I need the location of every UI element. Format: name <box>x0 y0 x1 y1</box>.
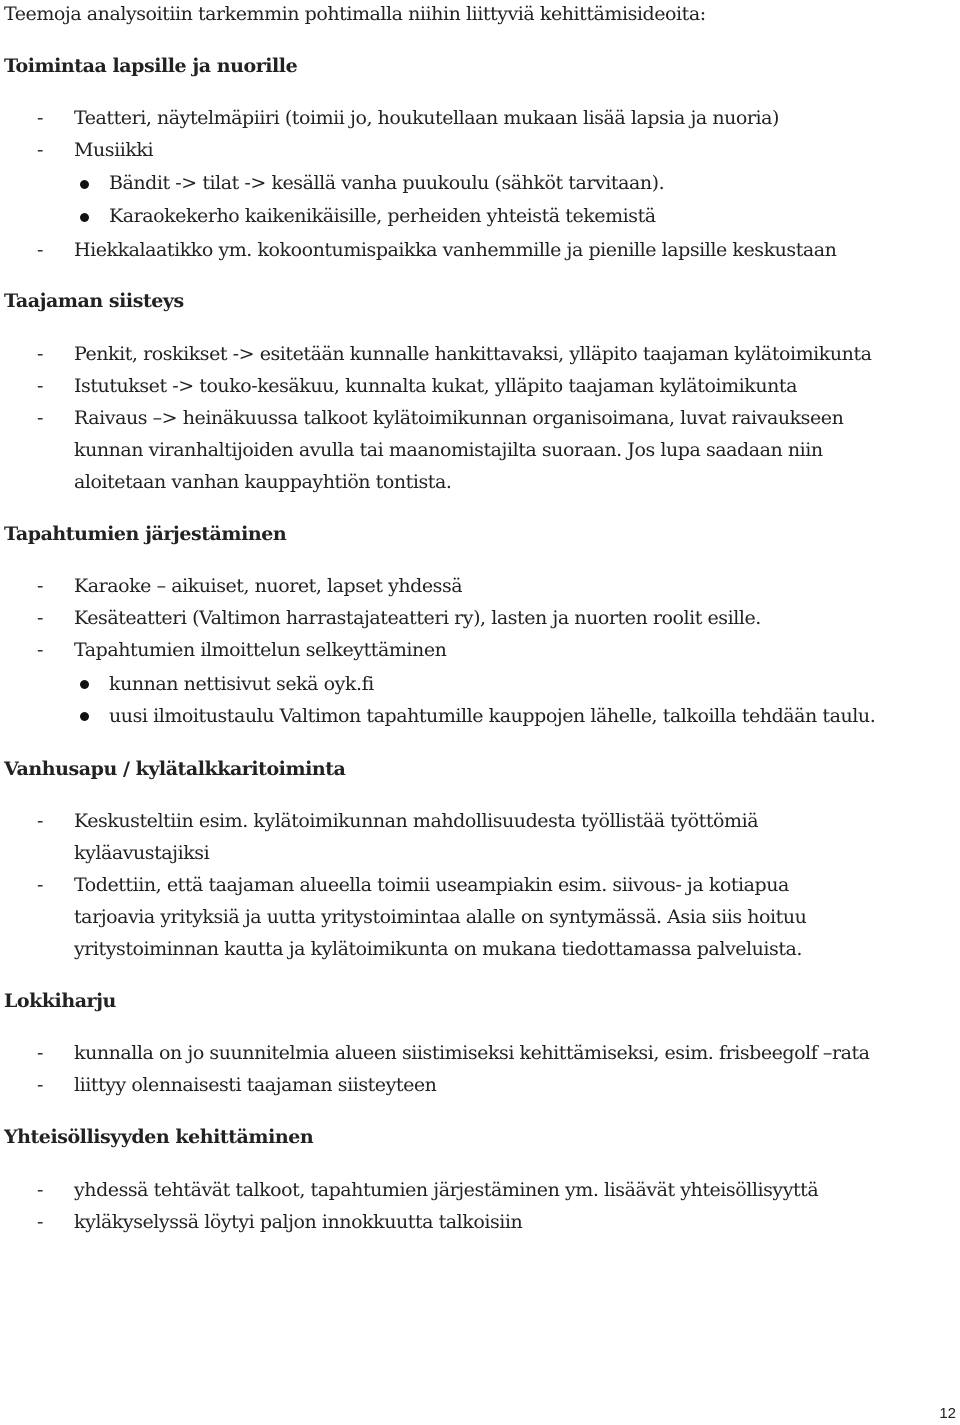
list-dash: - <box>37 639 44 661</box>
section-heading-taajaman-siisteys: Taajaman siisteys <box>4 290 184 312</box>
section-heading-toimintaa: Toimintaa lapsille ja nuorille <box>4 55 298 77</box>
list-item: Istutukset -> touko-kesäkuu, kunnalta kukat, ylläpito taajaman kylätoimikunta <box>74 375 797 397</box>
list-item: Teatteri, näytelmäpiiri (toimii jo, houkutellaan mukaan lisää lapsia ja nuoria) <box>74 107 780 129</box>
list-item-line: aloitetaan vanhan kauppayhtiön tontista. <box>74 471 452 493</box>
section-heading-tapahtumien-jarjestaminen: Tapahtumien järjestäminen <box>4 523 287 545</box>
sub-list-item: uusi ilmoitustaulu Valtimon tapahtumille kauppojen lähelle, talkoilla tehdään taulu. <box>109 705 876 727</box>
list-dash: - <box>37 810 44 832</box>
list-item-line: tarjoavia yrityksiä ja uutta yritystoimintaa alalle on syntymässä. Asia siis hoituu <box>74 906 807 928</box>
list-dash: - <box>37 1211 44 1233</box>
list-dash: - <box>37 107 44 129</box>
list-item: Hiekkalaatikko ym. kokoontumispaikka vanhemmille ja pienille lapsille keskustaan <box>74 239 837 261</box>
bullet-icon <box>80 712 89 721</box>
list-item: Penkit, roskikset -> esitetään kunnalle hankittavaksi, ylläpito taajaman kylätoimikunta <box>74 343 872 365</box>
section-heading-yhteisollisyys: Yhteisöllisyyden kehittäminen <box>4 1126 314 1148</box>
list-dash: - <box>37 139 44 161</box>
section-heading-lokkiharju: Lokkiharju <box>4 990 116 1012</box>
list-dash: - <box>37 343 44 365</box>
list-dash: - <box>37 407 44 429</box>
list-dash: - <box>37 874 44 896</box>
page-number: 12 <box>939 1405 956 1422</box>
list-item-line: Todettiin, että taajaman alueella toimii useampiakin esim. siivous- ja kotiapua <box>74 874 789 896</box>
list-dash: - <box>37 1074 44 1096</box>
list-item: kunnalla on jo suunnitelmia alueen siistimiseksi kehittämiseksi, esim. frisbeegolf –rata <box>74 1042 870 1064</box>
list-dash: - <box>37 1179 44 1201</box>
list-item: kyläkyselyssä löytyi paljon innokkuutta talkoisiin <box>74 1211 523 1233</box>
list-dash: - <box>37 375 44 397</box>
list-item: liittyy olennaisesti taajaman siisteyteen <box>74 1074 437 1096</box>
sub-list-item: Karaokekerho kaikenikäisille, perheiden yhteistä tekemistä <box>109 205 656 227</box>
sub-list-item: kunnan nettisivut sekä oyk.fi <box>109 673 374 695</box>
list-item-line: Keskusteltiin esim. kylätoimikunnan mahdollisuudesta työllistää työttömiä <box>74 810 759 832</box>
list-dash: - <box>37 575 44 597</box>
section-heading-vanhusapu: Vanhusapu / kylätalkkaritoiminta <box>4 758 346 780</box>
bullet-icon <box>80 680 89 689</box>
list-item-line: Raivaus –> heinäkuussa talkoot kylätoimikunnan organisoimana, luvat raivaukseen <box>74 407 844 429</box>
bullet-icon <box>80 213 89 222</box>
list-item-line: kyläavustajiksi <box>74 842 210 864</box>
list-dash: - <box>37 607 44 629</box>
intro-text: Teemoja analysoitiin tarkemmin pohtimalla niihin liittyviä kehittämisideoita: <box>4 3 706 25</box>
list-item: Tapahtumien ilmoittelun selkeyttäminen <box>74 639 447 661</box>
list-item: Musiikki <box>74 139 154 161</box>
bullet-icon <box>80 180 89 189</box>
list-item-line: kunnan viranhaltijoiden avulla tai maanomistajilta suoraan. Jos lupa saadaan niin <box>74 439 823 461</box>
list-dash: - <box>37 1042 44 1064</box>
list-item: yhdessä tehtävät talkoot, tapahtumien järjestäminen ym. lisäävät yhteisöllisyyttä <box>74 1179 819 1201</box>
list-item: Kesäteatteri (Valtimon harrastajateatteri ry), lasten ja nuorten roolit esille. <box>74 607 761 629</box>
list-item: Karaoke – aikuiset, nuoret, lapset yhdessä <box>74 575 463 597</box>
sub-list-item: Bändit -> tilat -> kesällä vanha puukoulu (sähköt tarvitaan). <box>109 172 665 194</box>
list-item-line: yritystoiminnan kautta ja kylätoimikunta on mukana tiedottamassa palveluista. <box>74 938 803 960</box>
list-dash: - <box>37 239 44 261</box>
